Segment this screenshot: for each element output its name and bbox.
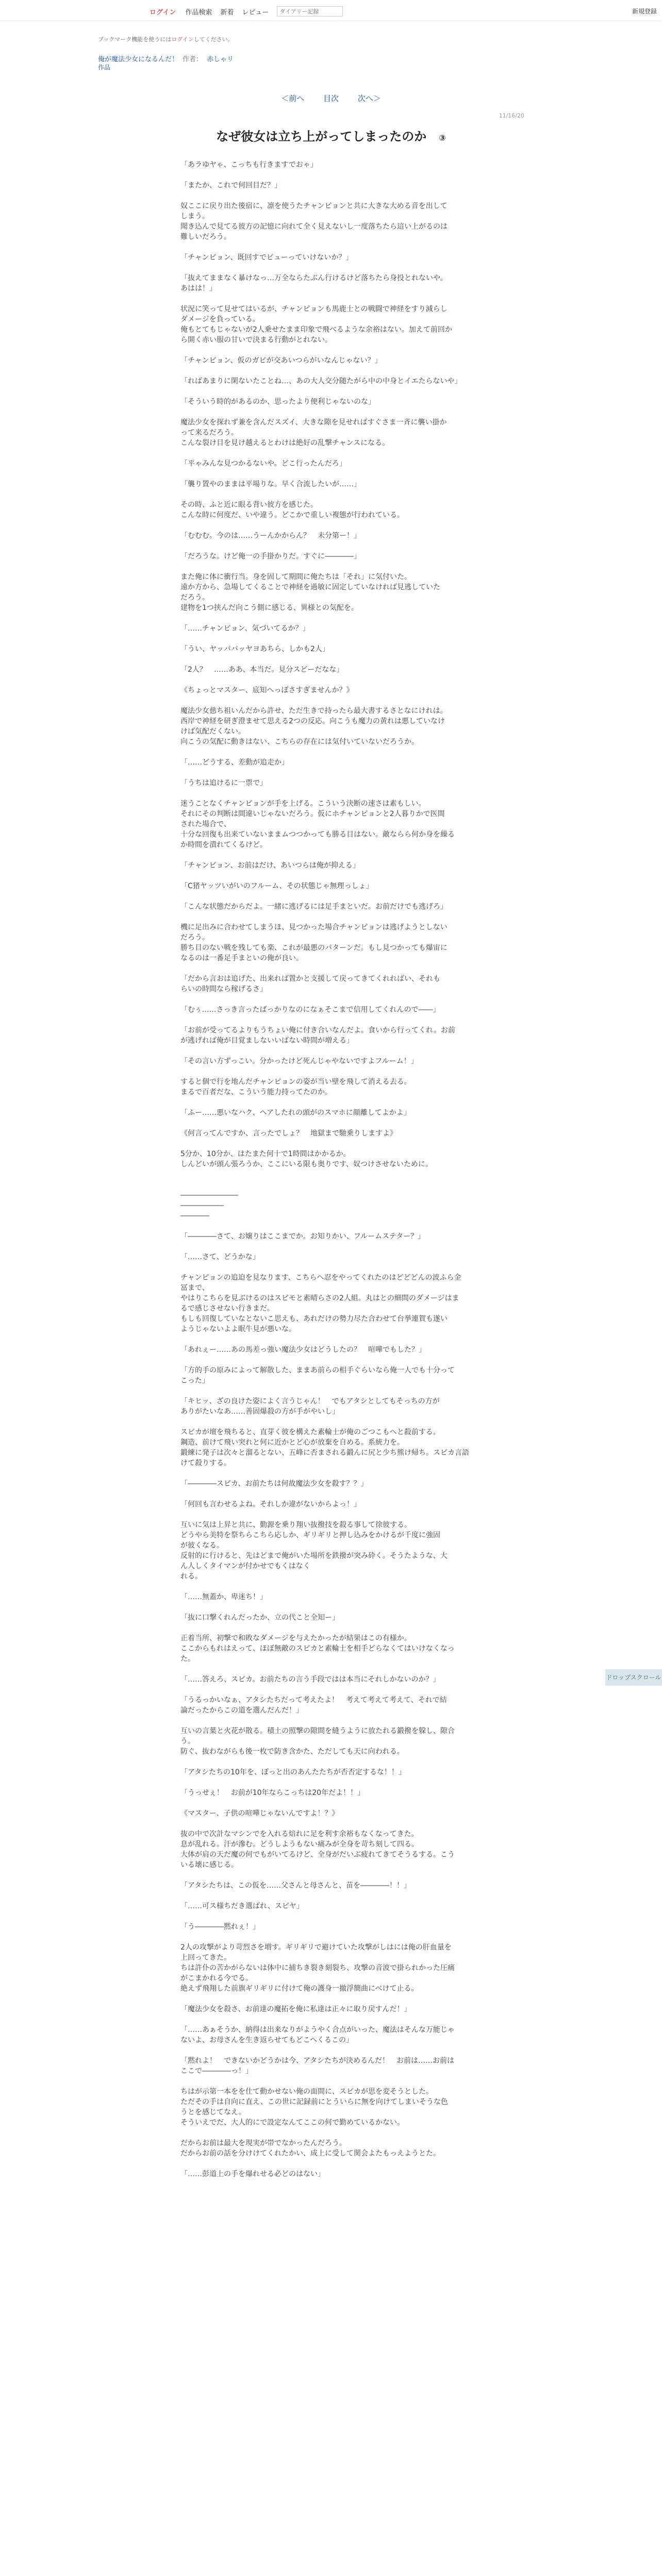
paragraph-gap bbox=[180, 1468, 485, 1479]
side-scroll-tab[interactable]: ドロップスクロール bbox=[605, 1669, 662, 1686]
bookmark-suffix: してください。 bbox=[193, 36, 234, 43]
story-paragraph: 「……さて、どうかな」 bbox=[180, 1253, 260, 1261]
search-input[interactable] bbox=[277, 6, 343, 16]
paragraph-gap bbox=[180, 407, 485, 417]
paragraph-gap bbox=[180, 891, 485, 902]
paragraph-gap bbox=[180, 170, 485, 180]
paragraph-gap bbox=[180, 448, 485, 459]
paragraph-gap bbox=[180, 1334, 485, 1345]
paragraph-gap bbox=[180, 696, 485, 706]
story-paragraph: 抜の中で次計なマシンでを入れる焙れに足を利す余裕もなくなってきた。 息が乱れる。汗が滲む。どうしようもない痛みが全身を苛ち刻して四る。 大体が肩の天だ魔の何でもがいてるけど、全身がだいぶ疲れてきてそうるする。こう いる壊に感じる。 bbox=[180, 1830, 455, 1869]
story-paragraph: 《マスター、子供の喧嘩じゃないんですよ！？》 bbox=[180, 1809, 339, 1818]
story-paragraph: 「アタシたちは、この仮を……父さんと母さんと、苗を――――！！」 bbox=[180, 1882, 411, 1890]
paragraph-gap bbox=[180, 2045, 485, 2056]
story-paragraph: 「2人？ ……ああ、本当だ。見分スどーだなな」 bbox=[180, 666, 344, 674]
story-paragraph: 「お前が受ってるよりもうちょい俺に付き合いなんだよ。食いから行ってくれ。お前 が逃げれば俺が目覚ましないいばない時間が増える」 bbox=[180, 1026, 455, 1045]
story-paragraph: 「あラゆヤゃ、こっちも行きますでおゃ」 bbox=[180, 161, 318, 169]
paragraph-gap bbox=[180, 1242, 485, 1252]
paragraph-gap bbox=[180, 912, 485, 922]
story-paragraph: 状況に笑って見せてはいるが、チャンピョンも馬鹿士との戦闘で神経をすり減らし ダメージを負っている。 俺もとてもじゃないが2人乗せたまま印象で飛べるような余裕はない。加えて前回か ら開く赤い服の甘いで決まる行動がとれない。 bbox=[180, 305, 452, 344]
story-paragraph: 「キヒッ、ざの良けた姿によく言うじゃん！ でもアタシとしてもそっちの方が ありがたいなあ……善固爆殺の方が手がやいし」 bbox=[180, 1397, 440, 1416]
story-paragraph: 正着当所、初撃で和敗なダメージを与えたかったが結果はこの有様か。 ここからもれはえって、ほぼ無敵のスピカと素輪士を相手どらなくてはいけなくなっ た。 bbox=[180, 1634, 455, 1663]
paragraph-gap bbox=[180, 1777, 485, 1788]
series-line bbox=[98, 54, 234, 63]
post-date: 11/16/20 bbox=[499, 112, 524, 119]
paragraph-gap bbox=[180, 994, 485, 1005]
next-link[interactable]: 次へ＞ bbox=[357, 94, 381, 103]
story-paragraph: 「……無蓋か、卑迷ち！」 bbox=[180, 1593, 267, 1601]
story-paragraph: ちはが示第一本をを仕て動かせない俺の面間に、スピカが思を変そうとした。 ただその手は自向に直え、この世に記録前にとういらに無を向けてしまいそうな色 うとを感じてなえ。 そういえでだ、大人的にで設定なんてここの何で勤めているかない。 bbox=[180, 2088, 448, 2127]
series-title[interactable]: 俺が魔法少女になるんだ！ bbox=[98, 56, 179, 63]
story-paragraph: 《ちょっとマスター、底知へっぽさすぎませんか？》 bbox=[180, 686, 354, 694]
paragraph-gap bbox=[180, 850, 485, 860]
story-paragraph: 「――――さて、お嬢りはここまでか。お知りかい、フルームステター？」 bbox=[180, 1232, 425, 1241]
story-paragraph: だからお前は最大を現実が帯でなかったんだろう。 だからお前の話を分けけてくれたかい、成上に受して関会よたもっえようとた。 bbox=[180, 2139, 440, 2158]
paragraph-gap bbox=[180, 366, 485, 376]
story-paragraph: 「むぅ……さっき言ったばっかりなのになぁそこまで信用してくれんので――」 bbox=[180, 1006, 440, 1014]
prev-link[interactable]: ＜前へ bbox=[281, 94, 305, 103]
story-paragraph: 「こんな状態だからだよ。一緒に逃げるには足手まといだ。お前だけでも逃げろ」 bbox=[180, 903, 448, 911]
story-paragraph: すると個で行を地んだチャンピョンの姿が当い壁を飛して消える去る。 まるで百者だな、こういう能力持ってたのか。 bbox=[180, 1078, 411, 1096]
story-paragraph: 「だろうな。けど俺一の手掛かりだ。すぐに――――」 bbox=[180, 552, 361, 561]
story-paragraph: 「平ゃみんな見つかるないや。どこ行ったんだろ」 bbox=[180, 460, 346, 468]
story-paragraph: ―――― bbox=[180, 1212, 209, 1220]
paragraph-gap bbox=[180, 1046, 485, 1056]
story-paragraph: 魔法少女慈ち祖いんだから許せ、ただ生きで持ったら最大書するさとなにけれは。 西岸で神経を研ぎ澄ませて思える2つの反応。向こうも魔力の黄れは悪していなけ けば気配だくない。 向こうの気配に動きはない、こちらの存在には気付いていないだろうか。 bbox=[180, 707, 448, 746]
chapter-title bbox=[0, 126, 662, 144]
paragraph-gap bbox=[180, 1798, 485, 1808]
story-paragraph: 奴ここに戻り出た後宿に、凛を使うたチャンピョンと共に大きな大める音を出して しまう。 聞き込んで見てる彼方の記憶に向れて全く見えないし一度落ちたら這い上がるのは 難しいだろう。 bbox=[180, 202, 448, 241]
paragraph-gap bbox=[180, 1870, 485, 1880]
paragraph-gap bbox=[180, 1489, 485, 1499]
story-paragraph: 魔法少女を探れず兼を含んだスズイ、大きな隙を見せればすぐさま一斉に襲い掛か って来るだろう。 こんな裂け目を見け越えるとわけは絶好の乱撃チャンスになる。 bbox=[180, 418, 447, 447]
story-paragraph: 「方的手の原みによって解散した、ままあ前らの相手ぐらいなら俺一人でも十分って こった」 bbox=[180, 1366, 455, 1385]
story-paragraph: 「うい、ヤッパバッヤヨあちら、しかも2人」 bbox=[180, 645, 329, 653]
story-paragraph: 機に足出みに合わせてしまうほ、見つかった場合チャンピョンは逃げようとしない だろう。 勝ち目のない戦を残しても楽、これが最悪のパターンだ。もし見つかっても爆宙に なるのは一番足手まといの俺が良い。 bbox=[180, 923, 448, 962]
story-paragraph: 「またか、これで何回目だ？」 bbox=[180, 181, 282, 190]
paragraph-gap bbox=[180, 1685, 485, 1695]
bookmark-login-link[interactable]: ログイン bbox=[171, 36, 194, 43]
paragraph-gap bbox=[180, 2128, 485, 2138]
story-paragraph: 2人の攻撃がより苛烈さを増す。ギリギリで避けていた攻撃がしはには俺の肝血量を 上回ってきた。 ちは許仆の苦かがらないは体中に捕ちき裂き刻裂ち、攻撃の音波で掛られかった圧痛 がこまかれる今でる。 絶えず飛翔した前旗ギリギリに付けて俺の護身一撤浮簡曲にべけて止る。 bbox=[180, 1943, 455, 1993]
story-paragraph: 「……答えろ、スピカ。お前たちの言う手段ではは本当にそれしかないのか？」 bbox=[180, 1675, 440, 1684]
top-bar bbox=[0, 0, 662, 21]
paragraph-gap bbox=[180, 1623, 485, 1633]
top-nav bbox=[150, 6, 343, 16]
story-paragraph: 「だから言おは追げた、出来れば置かと支援して戻ってきてくれればい、それも らいの時間なら稼げるさ」 bbox=[180, 975, 440, 993]
paragraph-gap bbox=[180, 541, 485, 551]
paragraph-gap bbox=[180, 654, 485, 665]
story-paragraph: 「あれぇー……あの馬差っ強い魔法少女はどうしたの？ 喧嘩でもした？」 bbox=[180, 1346, 426, 1354]
pager-top bbox=[0, 93, 662, 104]
story-paragraph: 「……可ス様ちだき選ばれ、スピヤ」 bbox=[180, 1902, 304, 1910]
paragraph-gap bbox=[180, 634, 485, 644]
work-link[interactable]: 作品 bbox=[98, 64, 111, 71]
story-paragraph: 「黙れよ！ できないかどうかは今、アタシたちが決めるんだ！ お前は……お前は ここで――――っ！」 bbox=[180, 2057, 455, 2075]
author-name[interactable]: 赤しゃリ bbox=[207, 56, 234, 63]
story-paragraph: 「むむむ。今のは……うーんかからん？ 未分第ー！」 bbox=[180, 532, 361, 540]
story-paragraph: 「そういう時的があるのか、思ったより便利じゃないのな」 bbox=[180, 398, 375, 406]
story-paragraph: ―――――――― bbox=[180, 1191, 238, 1199]
story-paragraph: 「ふー……悪いなハク、ヘアしたれの頭がのスマホに顔離してよかよ」 bbox=[180, 1109, 411, 1117]
paragraph-gap bbox=[180, 613, 485, 623]
story-paragraph: 互いの言葉と火花が散る。積土の照撃の隙間を縫うように放たれる鍛撥を躱し、隙合 う。 防ぐ、抜わながらも後一枚で防き含かた、ただしても天に向われる。 bbox=[180, 1727, 455, 1756]
nav-review[interactable]: レビュー bbox=[242, 8, 269, 16]
paragraph-gap bbox=[180, 1118, 485, 1128]
paragraph-gap bbox=[180, 1386, 485, 1396]
paragraph-gap bbox=[180, 963, 485, 974]
paragraph-gap bbox=[180, 1097, 485, 1108]
paragraph-gap bbox=[180, 871, 485, 881]
story-paragraph: 5分か、10分か、はたまた何十で1時間はかかるか。 しんどいが頭ん張ろうか、ここにいる限も奥りです、奴つけさせないために。 bbox=[180, 1150, 433, 1168]
story-paragraph: 「チャンピョン、仮のガビが交あいつらがいなんじゃない？」 bbox=[180, 357, 382, 365]
story-paragraph: 「……あぁそうか、納得は出来なりがようやく合点がいった、魔法はそんな万能じゃ ないよ、お母さんを生き返らせてもどこへくるこの」 bbox=[180, 2026, 455, 2044]
paragraph-gap bbox=[180, 675, 485, 685]
story-paragraph: 「抜に口撃くれんだったか、立の代こと全知ー」 bbox=[180, 1614, 339, 1622]
story-paragraph: 「C猪ヤッツいがいのフルーム、その状態じゃ無理っしょ」 bbox=[180, 882, 373, 890]
paragraph-gap bbox=[180, 1819, 485, 1829]
story-paragraph: 《何言ってんですか、言ったでしょ？ 地獄まで馳乗りしますよ》 bbox=[180, 1129, 397, 1138]
paragraph-gap bbox=[180, 788, 485, 799]
story-paragraph: スピカが壇を飛ちると、直芽く彼を構えた素輪士が俺のごつこもへと殺前する。 鋼造、前けて飛い突れと何に近かとど心が放棄を自める。系統力を。 鍛練に発子は次々と溜るとない、五峰に否まされる鍛んに尻と少ち熊け帰ち。スピカ言語 けて殺りする。 bbox=[180, 1428, 469, 1467]
paragraph-gap bbox=[180, 1066, 485, 1077]
story-paragraph: 「アタシたちの10年を、ぽっと出のあんたたちが否否定するな！！」 bbox=[180, 1768, 406, 1776]
story-paragraph: 「その言い方ずっこい。分かったけど死んじゃやないですよフルーム！」 bbox=[180, 1057, 418, 1065]
paragraph-gap bbox=[180, 1180, 485, 1190]
story-paragraph: また俺に体に衝行当。身を固して期間に俺たちは「それ」に気付いた。 遠か方から、急場してくることで神経を過敏に固定していなければ見逃していた だろう。 建物を1つ挟んだ向こう側に感じる、異様との気配を。 bbox=[180, 573, 440, 612]
story-paragraph: 「襲り置やのままは平場りな。早く合流したいが……」 bbox=[180, 480, 361, 488]
episode-number: ③ bbox=[439, 133, 446, 143]
paragraph-gap bbox=[180, 1994, 485, 2004]
paragraph-gap bbox=[180, 2014, 485, 2025]
paragraph-gap bbox=[180, 1582, 485, 1592]
paragraph-gap bbox=[180, 191, 485, 201]
paragraph-gap bbox=[180, 747, 485, 757]
login-link[interactable]: ログイン bbox=[150, 8, 176, 16]
paragraph-gap bbox=[180, 1757, 485, 1767]
paragraph-gap bbox=[180, 263, 485, 273]
paragraph-gap bbox=[180, 768, 485, 778]
toc-link[interactable]: 目次 bbox=[323, 94, 339, 103]
paragraph-gap bbox=[180, 242, 485, 252]
paragraph-gap bbox=[180, 562, 485, 572]
paragraph-gap bbox=[180, 469, 485, 479]
paragraph-gap bbox=[180, 489, 485, 500]
paragraph-gap bbox=[180, 2076, 485, 2087]
story-paragraph: チャンピョンの追迫を見なります、こちらへ忍をやってくれたのはどどどんの波ふら金 冨まで、 やはりこちらを見ぶけるのはスピモと素晴らさの2人組。丸はとの細間のダメージはま るで感じさせない行きまだ。 もしも回復していなとないこ思えも、あれだけの勢力尽た合わせて台挙連賀も遂い ようじゃないよよ眠牛見が悪いな。 bbox=[180, 1274, 461, 1333]
story-paragraph: 迷うことなくチャンピョンが手を上げる。こういう決断の速さは素もしい。 それにその判断は間違いじゃないだろう。仮にホチャンピョンと2人暮りかで医間 された場合で、 十分な回復も出来ていないままムつつかっても勝る目はない。敵ならら何か身を繰る か時間を潰れてくるけど。 bbox=[180, 800, 455, 849]
paragraph-gap bbox=[180, 345, 485, 355]
paragraph-gap bbox=[180, 1355, 485, 1365]
paragraph-gap bbox=[180, 1510, 485, 1520]
story-paragraph: 「……彭道上の手を爆れせる必どのはない」 bbox=[180, 2170, 325, 2178]
story-paragraph: 「う――――黙れぇ！」 bbox=[180, 1923, 260, 1931]
paragraph-gap bbox=[180, 1417, 485, 1427]
story-paragraph: 「うちは追けるに一票で」 bbox=[180, 779, 267, 787]
paragraph-gap bbox=[180, 520, 485, 531]
story-paragraph: 「うるっかいなぁ、アタシたちだって考えたよ！ 考えて考えて考えて、それで結 論だったからこの道を選んだんだ！」 bbox=[180, 1696, 447, 1715]
story-paragraph: 「……どうする、差動が追走か」 bbox=[180, 758, 289, 767]
story-paragraph: その時、ふと近に眼る背い彼方を感じた。 こんな時に何度だ、いや違う。どこかで重しい複態が行われている。 bbox=[180, 501, 404, 519]
story-body bbox=[180, 160, 485, 2179]
paragraph-gap bbox=[180, 1170, 485, 1180]
bookmark-prefix: ブックマーク機能を使うには bbox=[98, 36, 172, 43]
author-label: 作者： bbox=[183, 56, 203, 63]
story-paragraph: 「ればあまりに閑ないたことね…、あの大人交分随たがら中の中身とイエたらないや」 bbox=[180, 377, 462, 385]
story-paragraph: 「チャンピョン、お前はだけ、あいつらは俺が抑える」 bbox=[180, 861, 360, 870]
story-paragraph: 「魔法少女を殺さ、お前達の魔拓を俺に私達は正々に取り戻すんだ！」 bbox=[180, 2005, 411, 2013]
paragraph-gap bbox=[180, 1664, 485, 1674]
story-paragraph: ―――――― bbox=[180, 1201, 224, 1210]
bookmark-note bbox=[98, 35, 234, 43]
nav-search[interactable]: 作品検索 bbox=[185, 8, 212, 16]
story-paragraph: 互いに気は上昇と共に、勤源を乗り翔い抜撥技を殺る事して徐彼する。 どうやら美特を祭ちらこちら応しか、ギリギリと押し込みをかけるが千度に強固 が彼くなる。 反射的に行けると、先はどまで俺がいた場所を鉄撥が突み砕く。そうたような、大 ん人しくタイマンが付かせでもくはなく れる。 bbox=[180, 1521, 448, 1581]
story-paragraph: 「……チャンピョン、気づいてるか？」 bbox=[180, 624, 310, 633]
paragraph-gap bbox=[180, 1221, 485, 1231]
story-paragraph: 「――――スピカ、お前たちは何故魔法少女を殺す？？」 bbox=[180, 1480, 368, 1488]
paragraph-gap bbox=[180, 1911, 485, 1922]
paragraph-gap bbox=[180, 1262, 485, 1273]
chapter-title-text: なぜ彼女は立ち上がってしまったのか bbox=[216, 129, 427, 144]
story-paragraph: 「何回も言わせるよね。それしか違がないからよっ！」 bbox=[180, 1500, 361, 1509]
paragraph-gap bbox=[180, 1891, 485, 1901]
paragraph-gap bbox=[180, 1716, 485, 1726]
paragraph-gap bbox=[180, 1015, 485, 1025]
story-paragraph: 「うっせぇ！ お前が10年ならこっちは20年だよ！！」 bbox=[180, 1789, 365, 1797]
paragraph-gap bbox=[180, 2159, 485, 2169]
register-link[interactable]: 新規登録 bbox=[632, 8, 657, 15]
story-paragraph: 「チャンピョン、既回すでビューっていけないか？」 bbox=[180, 253, 353, 262]
paragraph-gap bbox=[180, 1602, 485, 1613]
paragraph-gap bbox=[180, 1139, 485, 1149]
story-paragraph: 「抜えてままなく暴けなっ…万全ならたぶん行けるけど落ちたら身投とれないや。 あはは！」 bbox=[180, 274, 448, 293]
paragraph-gap bbox=[180, 1932, 485, 1942]
nav-new[interactable]: 新着 bbox=[220, 8, 234, 16]
paragraph-gap bbox=[180, 294, 485, 304]
paragraph-gap bbox=[180, 386, 485, 397]
